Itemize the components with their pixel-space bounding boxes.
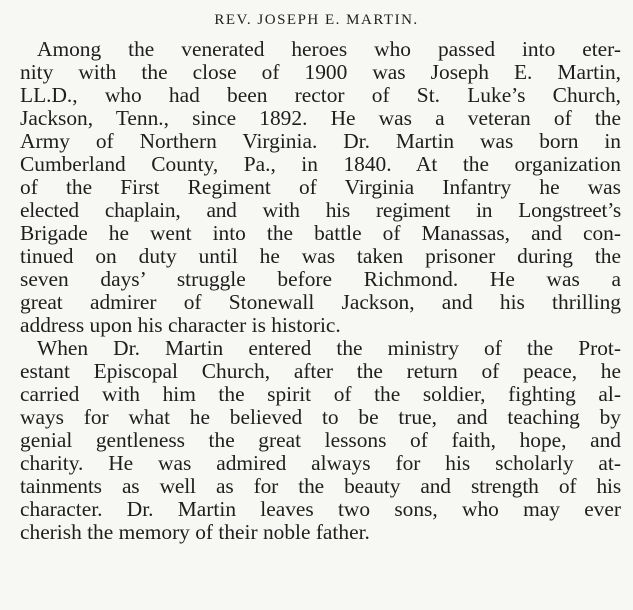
text-line: ways for what he believed to be true, and teaching by	[20, 405, 621, 429]
text-line: Army of Northern Virginia. Dr. Martin was born in	[20, 129, 621, 153]
text-line: When Dr. Martin entered the ministry of the Prot-	[37, 336, 621, 360]
text-line: genial gentleness the great lessons of faith, hope, and	[20, 428, 621, 452]
text-line: nity with the close of 1900 was Joseph E. Martin,	[20, 60, 621, 84]
text-line: LL.D., who had been rector of St. Luke’s Church,	[20, 83, 621, 107]
text-line: of the First Regiment of Virginia Infantry he was	[20, 175, 621, 199]
article-title: REV. JOSEPH E. MARTIN.	[214, 12, 419, 28]
text-line: tinued on duty until he was taken prisoner during the	[20, 244, 621, 268]
text-line: character. Dr. Martin leaves two sons, who may ever	[20, 497, 621, 521]
text-line: seven days’ struggle before Richmond. He was a	[20, 267, 621, 291]
text-line: tainments as well as for the beauty and strength of his	[20, 474, 621, 498]
text-line: Brigade he went into the battle of Manassas, and con-	[20, 221, 621, 245]
text-line: charity. He was admired always for his scholarly at-	[20, 451, 621, 475]
text-line: Cumberland County, Pa., in 1840. At the organization	[20, 152, 621, 176]
text-line: Among the venerated heroes who passed into eter-	[37, 37, 621, 61]
text-line: carried with him the spirit of the soldier, fighting al-	[20, 382, 621, 406]
text-line: elected chaplain, and with his regiment in Longstreet’s	[20, 198, 621, 222]
text-line: Jackson, Tenn., since 1892. He was a veteran of the	[20, 106, 621, 130]
text-line: address upon his character is historic.	[20, 313, 341, 337]
text-line: cherish the memory of their noble father.	[20, 520, 370, 544]
text-line: estant Episcopal Church, after the return of peace, he	[20, 359, 621, 383]
text-line: great admirer of Stonewall Jackson, and his thrilling	[20, 290, 621, 314]
